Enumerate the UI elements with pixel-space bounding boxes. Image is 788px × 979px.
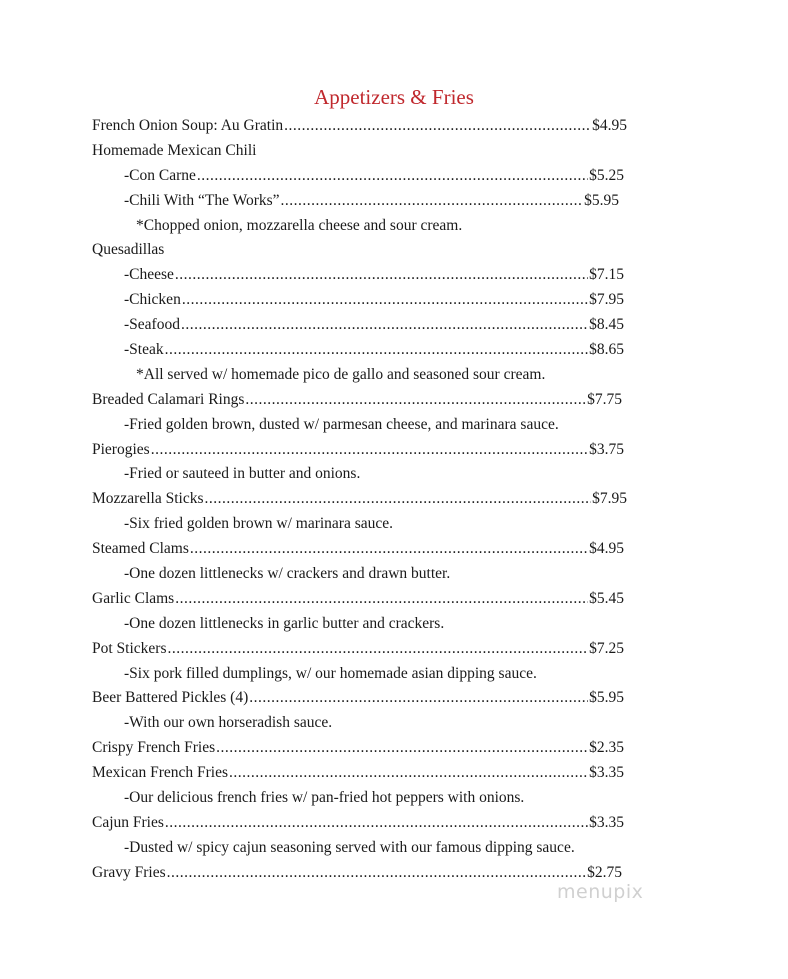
item-price: $3.75 xyxy=(589,440,624,458)
menu-section-title: Appetizers & Fries xyxy=(314,85,474,109)
item-note: -Dusted w/ spicy cajun seasoning served with our famous dipping sauce. xyxy=(124,838,575,856)
menu-item xyxy=(92,761,624,786)
dot-leader xyxy=(229,761,588,786)
dot-leader xyxy=(165,811,588,836)
item-name: Cajun Fries xyxy=(92,813,164,831)
watermark-logo: menupix xyxy=(557,881,644,903)
item-note: -With our own horseradish sauce. xyxy=(124,714,333,732)
menu-item xyxy=(124,313,624,338)
item-price: $3.35 xyxy=(589,764,624,782)
dot-leader xyxy=(165,338,589,363)
item-price: $7.95 xyxy=(592,490,627,508)
item-name: Crispy French Fries xyxy=(92,739,216,757)
item-note: -One dozen littlenecks w/ crackers and drawn butter. xyxy=(124,565,451,583)
item-note: -Six fried golden brown w/ marinara sauce. xyxy=(124,515,394,533)
menu-item xyxy=(92,587,624,612)
item-price: $2.75 xyxy=(587,863,622,881)
menu-item xyxy=(124,164,624,189)
item-name: Pot Stickers xyxy=(92,639,167,657)
dot-leader xyxy=(175,263,588,288)
menu-item xyxy=(124,189,619,214)
item-price: $7.15 xyxy=(589,266,624,284)
item-price: $7.95 xyxy=(589,291,624,309)
item-name: -Seafood xyxy=(124,316,180,334)
menu-item xyxy=(92,114,627,139)
item-note: *Chopped onion, mozzarella cheese and sour cream. xyxy=(136,216,463,234)
menu-item xyxy=(124,338,624,363)
item-note: *All served w/ homemade pico de gallo and seasoned sour cream. xyxy=(136,365,546,383)
item-name: Beer Battered Pickles (4) xyxy=(92,689,249,707)
menu-list xyxy=(92,114,652,886)
menu-item xyxy=(92,736,624,761)
menu-item xyxy=(92,637,624,662)
menu-item xyxy=(124,263,624,288)
item-price: $5.95 xyxy=(584,191,619,209)
menu-item xyxy=(92,861,622,886)
item-name: -Cheese xyxy=(124,266,174,284)
item-name: -Steak xyxy=(124,341,164,359)
item-price: $7.75 xyxy=(587,390,622,408)
menu-item xyxy=(124,288,624,313)
item-note: -Six pork filled dumplings, w/ our homemade asian dipping sauce. xyxy=(124,664,537,682)
item-price: $7.25 xyxy=(589,639,624,657)
item-price: $5.25 xyxy=(589,166,624,184)
item-name: -Chicken xyxy=(124,291,181,309)
menu-item xyxy=(92,537,624,562)
dot-leader xyxy=(190,537,588,562)
menu-group-heading: Homemade Mexican Chili xyxy=(92,141,257,159)
item-name: -Con Carne xyxy=(124,166,196,184)
dot-leader xyxy=(281,189,584,214)
menu-item xyxy=(92,811,624,836)
item-price: $5.45 xyxy=(589,589,624,607)
item-name: -Chili With “The Works” xyxy=(124,191,280,209)
menu-item xyxy=(92,686,624,711)
item-note: -One dozen littlenecks in garlic butter and crackers. xyxy=(124,614,445,632)
item-price: $8.45 xyxy=(589,316,624,334)
dot-leader xyxy=(167,861,587,886)
dot-leader xyxy=(181,313,588,338)
item-price: $2.35 xyxy=(589,739,624,757)
item-name: Pierogies xyxy=(92,440,150,458)
item-note: -Fried or sauteed in butter and onions. xyxy=(124,465,361,483)
item-name: Garlic Clams xyxy=(92,589,175,607)
dot-leader xyxy=(249,686,588,711)
item-name: Breaded Calamari Rings xyxy=(92,390,245,408)
menu-item xyxy=(92,388,622,413)
item-price: $5.95 xyxy=(589,689,624,707)
dot-leader xyxy=(168,637,589,662)
item-name: Mozzarella Sticks xyxy=(92,490,204,508)
dot-leader xyxy=(151,438,588,463)
item-note: -Fried golden brown, dusted w/ parmesan cheese, and marinara sauce. xyxy=(124,415,559,433)
item-price: $3.35 xyxy=(589,813,624,831)
menu-group-heading: Quesadillas xyxy=(92,241,165,259)
menu-item xyxy=(92,438,624,463)
dot-leader xyxy=(197,164,588,189)
item-name: Mexican French Fries xyxy=(92,764,229,782)
dot-leader xyxy=(204,487,591,512)
item-name: Gravy Fries xyxy=(92,863,166,881)
dot-leader xyxy=(245,388,586,413)
dot-leader xyxy=(182,288,588,313)
item-price: $8.65 xyxy=(589,341,624,359)
menu-item xyxy=(92,487,627,512)
item-price: $4.95 xyxy=(592,117,627,134)
dot-leader xyxy=(284,114,591,139)
item-price: $4.95 xyxy=(589,540,624,558)
item-note: -Our delicious french fries w/ pan-fried hot peppers with onions. xyxy=(124,789,525,807)
item-name: French Onion Soup: Au Gratin xyxy=(92,117,284,134)
dot-leader xyxy=(216,736,588,761)
item-name: Steamed Clams xyxy=(92,540,189,558)
dot-leader xyxy=(175,587,588,612)
